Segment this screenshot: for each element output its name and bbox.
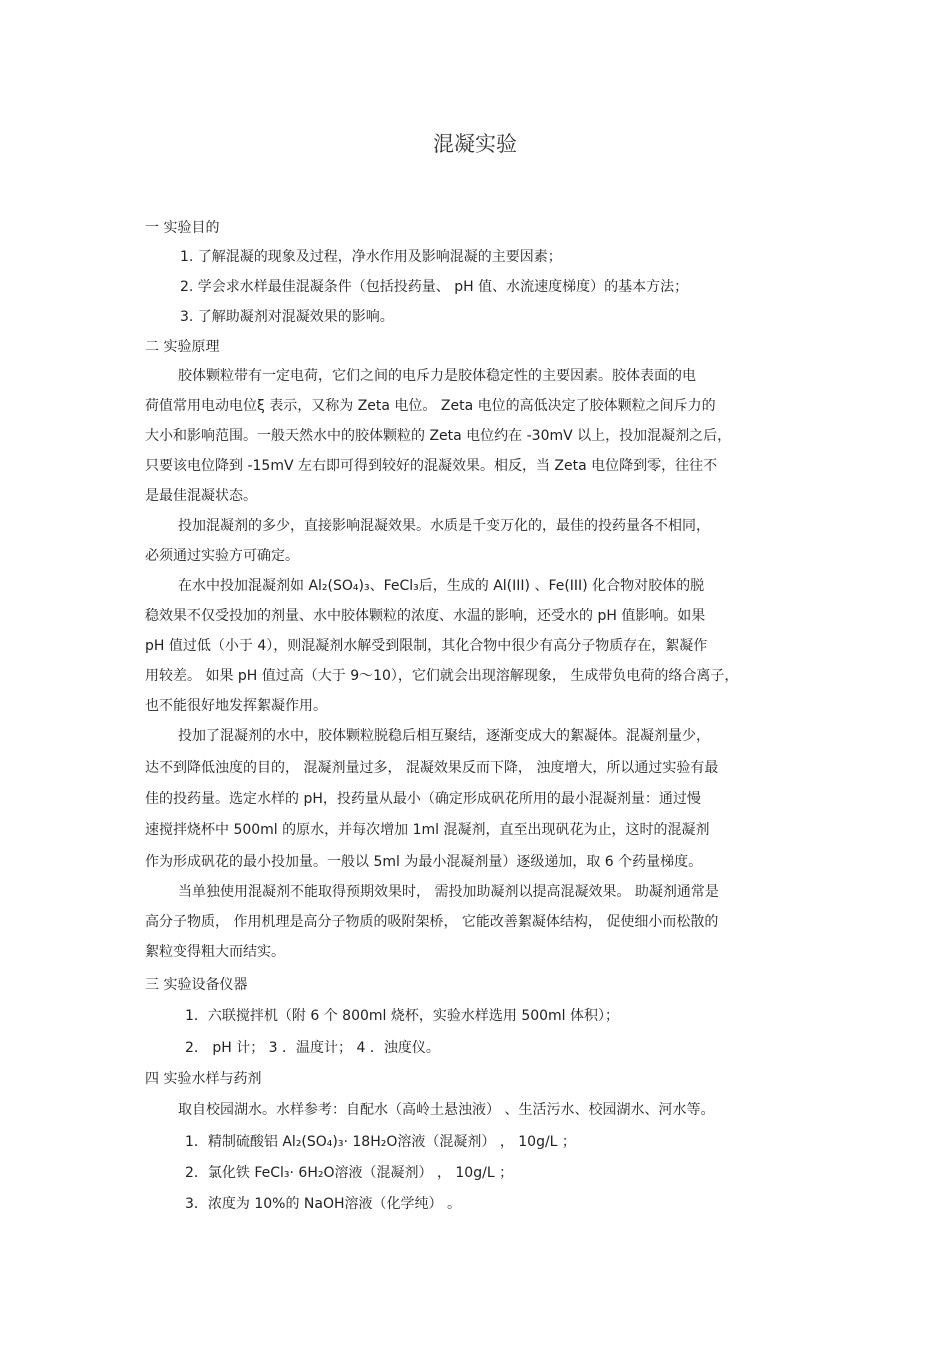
- paragraph-line: 是最佳混凝状态。: [145, 488, 257, 504]
- section-heading-purpose: 一 实验目的: [145, 220, 220, 236]
- list-item: 3．浓度为 10%的 NaOH溶液（化学纯） 。: [185, 1196, 461, 1212]
- paragraph-line: 大小和影响范围。一般天然水中的胶体颗粒的 Zeta 电位约在 -30mV 以上，投加混凝剂之后，: [145, 428, 732, 444]
- list-item: 2．氯化铁 FeCl₃· 6H₂O溶液（混凝剂） ， 10g/L ；: [185, 1165, 514, 1181]
- list-item: 2． pH 计； 3 ．温度计； 4 ．浊度仪。: [185, 1040, 440, 1056]
- paragraph-line: 达不到降低浊度的目的， 混凝剂量过多， 混凝效果反而下降， 浊度增大，所以通过实验有最: [145, 760, 719, 776]
- list-item: 1．精制硫酸铝 Al₂(SO₄)₃· 18H₂O溶液（混凝剂） ， 10g/L ；: [185, 1134, 576, 1150]
- list-item: 3. 了解助凝剂对混凝效果的影响。: [180, 309, 394, 325]
- paragraph-line: 高分子物质， 作用机理是高分子物质的吸附架桥， 它能改善絮凝体结构， 促使细小而松散的: [145, 914, 719, 930]
- paragraph-line: 必须通过实验方可确定。: [145, 548, 299, 564]
- page-title: 混凝实验: [433, 132, 517, 156]
- paragraph-line: 佳的投药量。选定水样的 pH，投药量从最小（确定形成矾花所用的最小混凝剂量：通过慢: [145, 791, 701, 807]
- paragraph-line: pH 值过低（小于 4），则混凝剂水解受到限制，其化合物中很少有高分子物质存在，絮凝作: [145, 638, 708, 654]
- paragraph-line: 荷值常用电动电位ξ 表示，又称为 Zeta 电位。 Zeta 电位的高低决定了胶体颗粒之间斥力的: [145, 398, 716, 414]
- paragraph-line: 在水中投加混凝剂如 Al₂(SO₄)₃、FeCl₃后，生成的 Al(III) 、Fe(III) 化合物对胶体的脱: [178, 578, 705, 594]
- list-item: 2. 学会求水样最佳混凝条件（包括投药量、 pH 值、水流速度梯度）的基本方法；: [180, 279, 689, 295]
- paragraph-line: 也不能很好地发挥絮凝作用。: [145, 698, 327, 714]
- paragraph-line: 胶体颗粒带有一定电荷，它们之间的电斥力是胶体稳定性的主要因素。胶体表面的电: [178, 368, 696, 384]
- list-item: 1. 了解混凝的现象及过程，净水作用及影响混凝的主要因素；: [180, 249, 562, 265]
- section-heading-equipment: 三 实验设备仪器: [145, 977, 248, 993]
- section-heading-principle: 二 实验原理: [145, 339, 220, 355]
- paragraph-line: 稳效果不仅受投加的剂量、水中胶体颗粒的浓度、水温的影响，还受水的 pH 值影响。如果: [145, 608, 706, 624]
- paragraph-line: 当单独使用混凝剂不能取得预期效果时， 需投加助凝剂以提高混凝效果。 助凝剂通常是: [178, 884, 719, 900]
- paragraph-line: 只要该电位降到 -15mV 左右即可得到较好的混凝效果。相反，当 Zeta 电位降到零，往往不: [145, 458, 718, 474]
- list-item: 1．六联搅拌机（附 6 个 800ml 烧杯，实验水样选用 500ml 体积）；: [185, 1008, 620, 1024]
- paragraph-line: 絮粒变得粗大而结实。: [145, 944, 285, 960]
- paragraph-line: 作为形成矾花的最小投加量。一般以 5ml 为最小混凝剂量）逐级递加，取 6 个药量梯度。: [145, 854, 703, 870]
- paragraph-line: 投加混凝剂的多少，直接影响混凝效果。水质是千变万化的，最佳的投药量各不相同，: [178, 518, 710, 534]
- paragraph-line: 速搅拌烧杯中 500ml 的原水，并每次增加 1ml 混凝剂，直至出现矾花为止，这时的混凝剂: [145, 822, 710, 838]
- paragraph-line: 取自校园湖水。水样参考：自配水（高岭土悬浊液） 、生活污水、校园湖水、河水等。: [178, 1102, 715, 1118]
- section-heading-samples: 四 实验水样与药剂: [145, 1071, 262, 1087]
- paragraph-line: 投加了混凝剂的水中，胶体颗粒脱稳后相互聚结，逐渐变成大的絮凝体。混凝剂量少，: [178, 728, 710, 744]
- paragraph-line: 用较差。 如果 pH 值过高（大于 9～10），它们就会出现溶解现象， 生成带负电荷的络合离子，: [145, 668, 739, 684]
